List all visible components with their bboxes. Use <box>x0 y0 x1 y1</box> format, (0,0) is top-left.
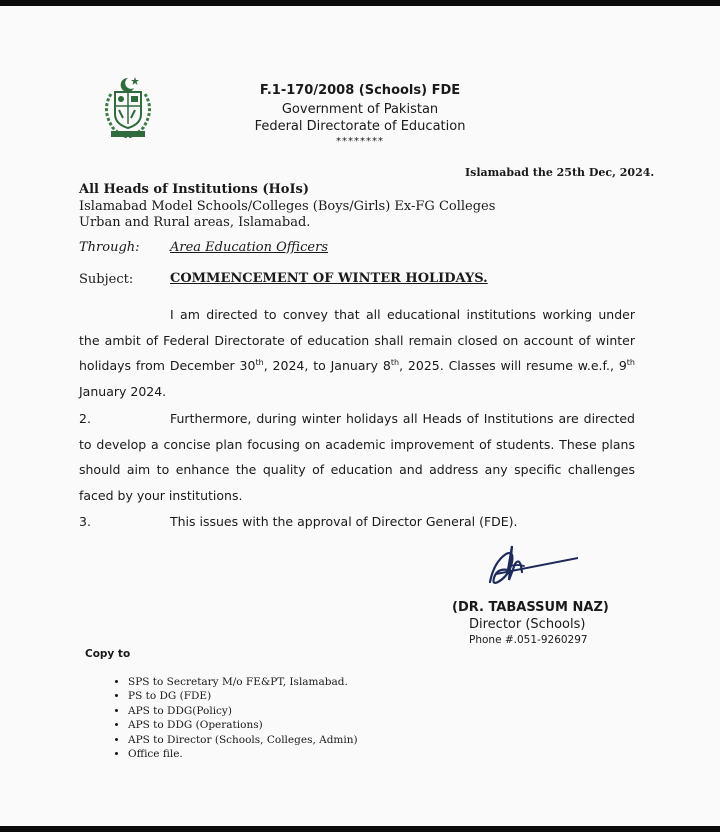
letter-page <box>0 6 720 826</box>
government-name: Government of Pakistan <box>281 102 439 117</box>
list-item: • PS to DG (FDE) <box>128 689 358 703</box>
file-reference: F.1-170/2008 (Schools) FDE <box>259 83 461 98</box>
copy-to-heading: Copy to <box>85 648 131 660</box>
signatory-title: Director (Schools) <box>469 617 586 632</box>
list-item: • Office file. <box>128 747 358 761</box>
paragraph-1: I am directed to convey that all educational institutions working under the ambit of Federal Directorate of education shall remain closed on account of winter holidays from December 30th, 2024, to January 8th, 2025. Classes will resume w.e.f., 9th January 2024. <box>79 307 635 399</box>
subject-label: Subject: <box>79 272 134 287</box>
through-value: Area Education Officers <box>170 240 328 255</box>
list-item: • APS to DDG (Operations) <box>128 718 358 732</box>
letter-date: Islamabad the 25th Dec, 2024. <box>465 166 655 179</box>
signatory-name: (DR. TABASSUM NAZ) <box>452 600 609 615</box>
directorate-name: Federal Directorate of Education <box>254 119 466 134</box>
list-item: • APS to DDG(Policy) <box>128 704 358 718</box>
state-emblem-icon <box>97 74 159 140</box>
addressee-line-1: All Heads of Institutions (HoIs) <box>79 182 310 197</box>
paragraph-number: 2. <box>79 411 91 426</box>
subject-value: COMMENCEMENT OF WINTER HOLIDAYS. <box>170 271 488 286</box>
list-item: • APS to Director (Schools, Colleges, Admin) <box>128 733 358 747</box>
addressee-line-3: Urban and Rural areas, Islamabad. <box>79 215 311 230</box>
paragraph-2: 2. Furthermore, during winter holidays all Heads of Institutions are directed to develop a concise plan focusing on academic improvement of students. These plans should aim to enhance the quality of education and address any specific challenges faced by your institutions. <box>79 406 635 508</box>
addressee-line-2: Islamabad Model Schools/Colleges (Boys/Girls) Ex-FG Colleges <box>79 199 496 214</box>
through-label: Through: <box>79 240 140 255</box>
paragraph-number: 3. <box>79 514 91 529</box>
signatory-phone: Phone #.051-9260297 <box>469 634 588 646</box>
header-separator: ******** <box>336 136 384 147</box>
paragraph-3: 3. This issues with the approval of Director General (FDE). <box>79 509 635 535</box>
list-item: • SPS to Secretary M/o FE&PT, Islamabad. <box>128 675 358 689</box>
handwritten-signature <box>482 544 578 592</box>
copy-to-list <box>100 675 358 761</box>
